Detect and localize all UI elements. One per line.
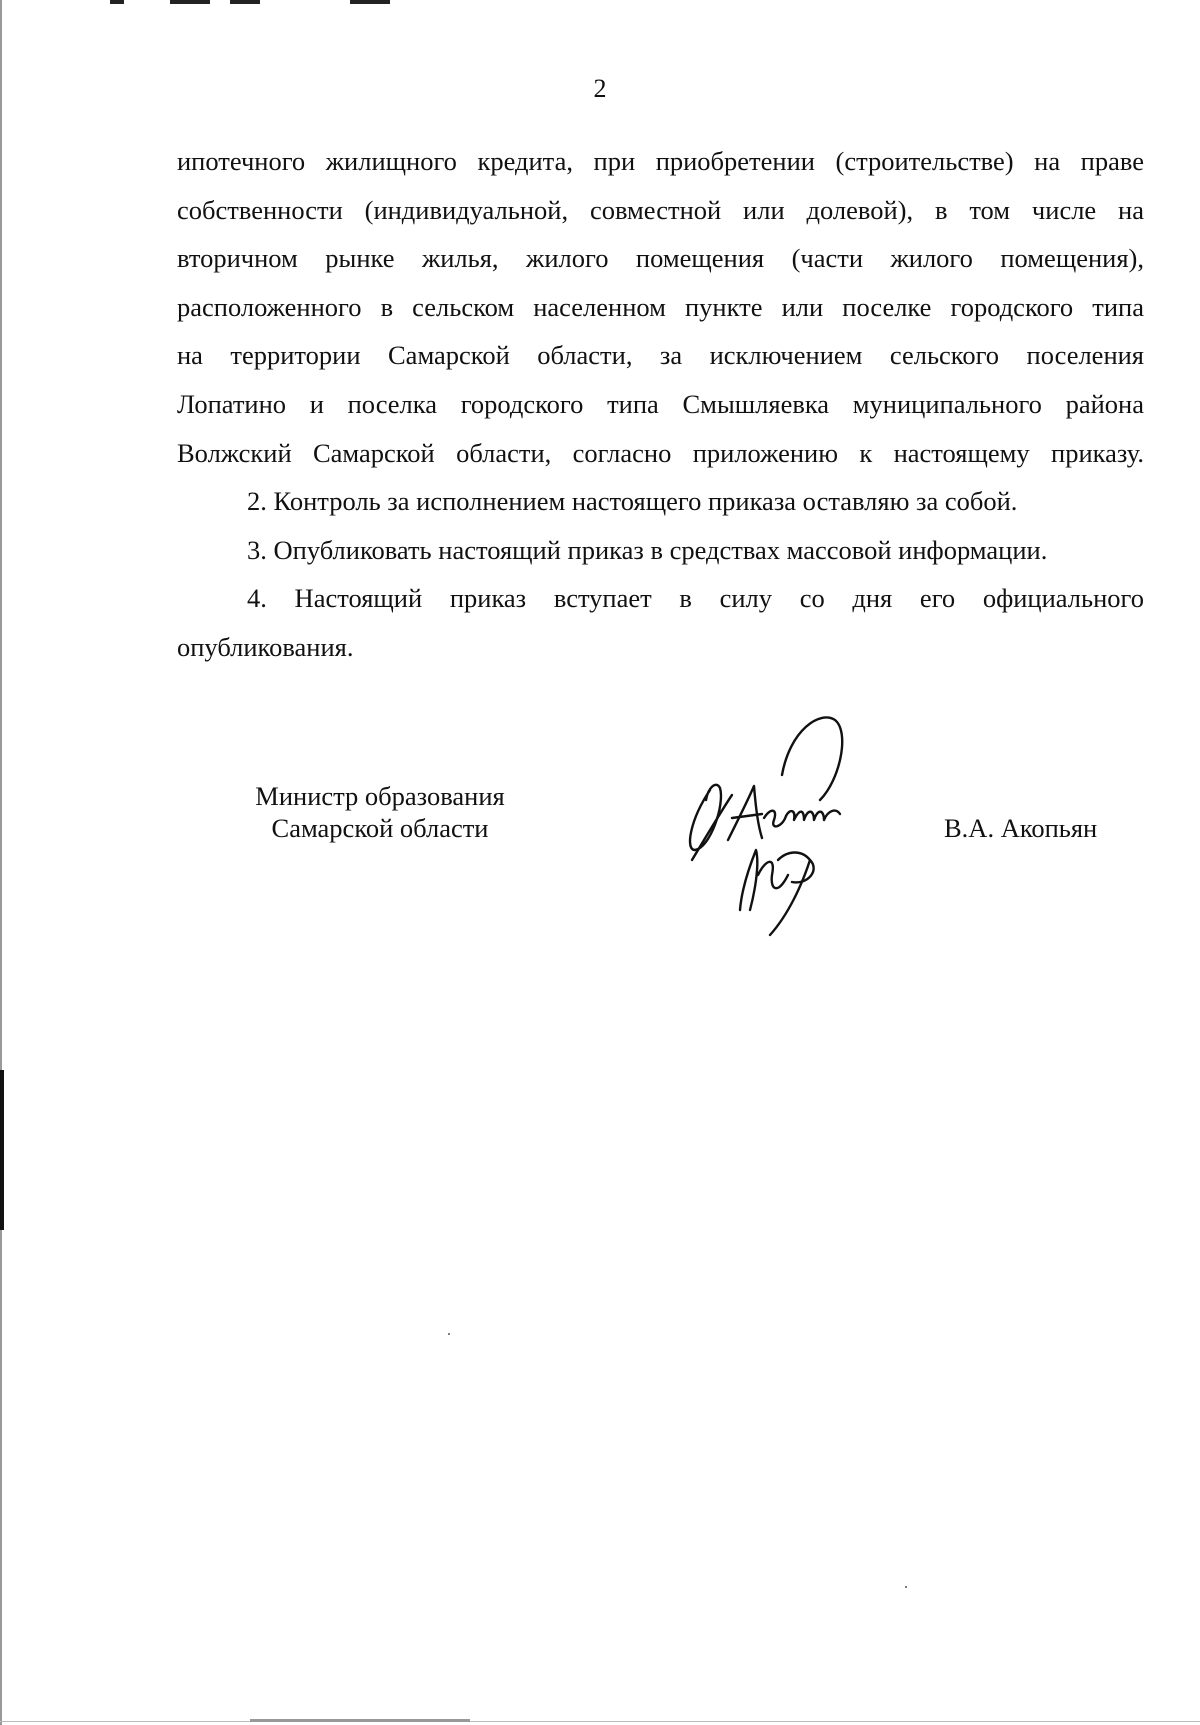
signer-position-line-2: Самарской области xyxy=(271,813,489,843)
signer-position xyxy=(200,780,560,844)
body-line: вторичном рынке жилья, жилого помещения (части жилого помещения), xyxy=(177,243,1144,274)
signer-name: В.А. Акопьян xyxy=(944,813,1098,843)
item-4-line-2: опубликования. xyxy=(177,631,354,662)
item-4-line-1: 4. Настоящий приказ вступает в силу со дня его официального xyxy=(247,583,1144,614)
scan-artifact-top xyxy=(110,0,440,5)
body-line: на территории Самарской области, за исключением сельского поселения xyxy=(177,340,1144,371)
body-line: расположенного в сельском населенном пункте или поселке городского типа xyxy=(177,291,1144,322)
signer-position-line-1: Министр образования xyxy=(255,781,505,811)
page-number: 2 xyxy=(593,74,607,103)
scan-artifact-bottom-edge xyxy=(0,1712,1200,1725)
scan-speck xyxy=(448,1333,450,1335)
body-line: Волжский Самарской области, согласно приложению к настоящему приказу. xyxy=(177,437,1144,468)
body-line: ипотечного жилищного кредита, при приобретении (строительстве) на праве xyxy=(177,146,1144,176)
scan-speck xyxy=(905,1586,907,1588)
signature-block xyxy=(0,780,1200,960)
body-line: Лопатино и поселка городского типа Смышляевка муниципального района xyxy=(177,388,1144,419)
item-3: 3. Опубликовать настоящий приказ в средствах массовой информации. xyxy=(247,534,1048,565)
item-2: 2. Контроль за исполнением настоящего приказа оставляю за собой. xyxy=(247,486,1018,517)
body-line: собственности (индивидуальной, совместной или долевой), в том числе на xyxy=(177,194,1144,225)
document-body xyxy=(177,137,1144,672)
handwritten-signature-icon xyxy=(670,710,900,940)
